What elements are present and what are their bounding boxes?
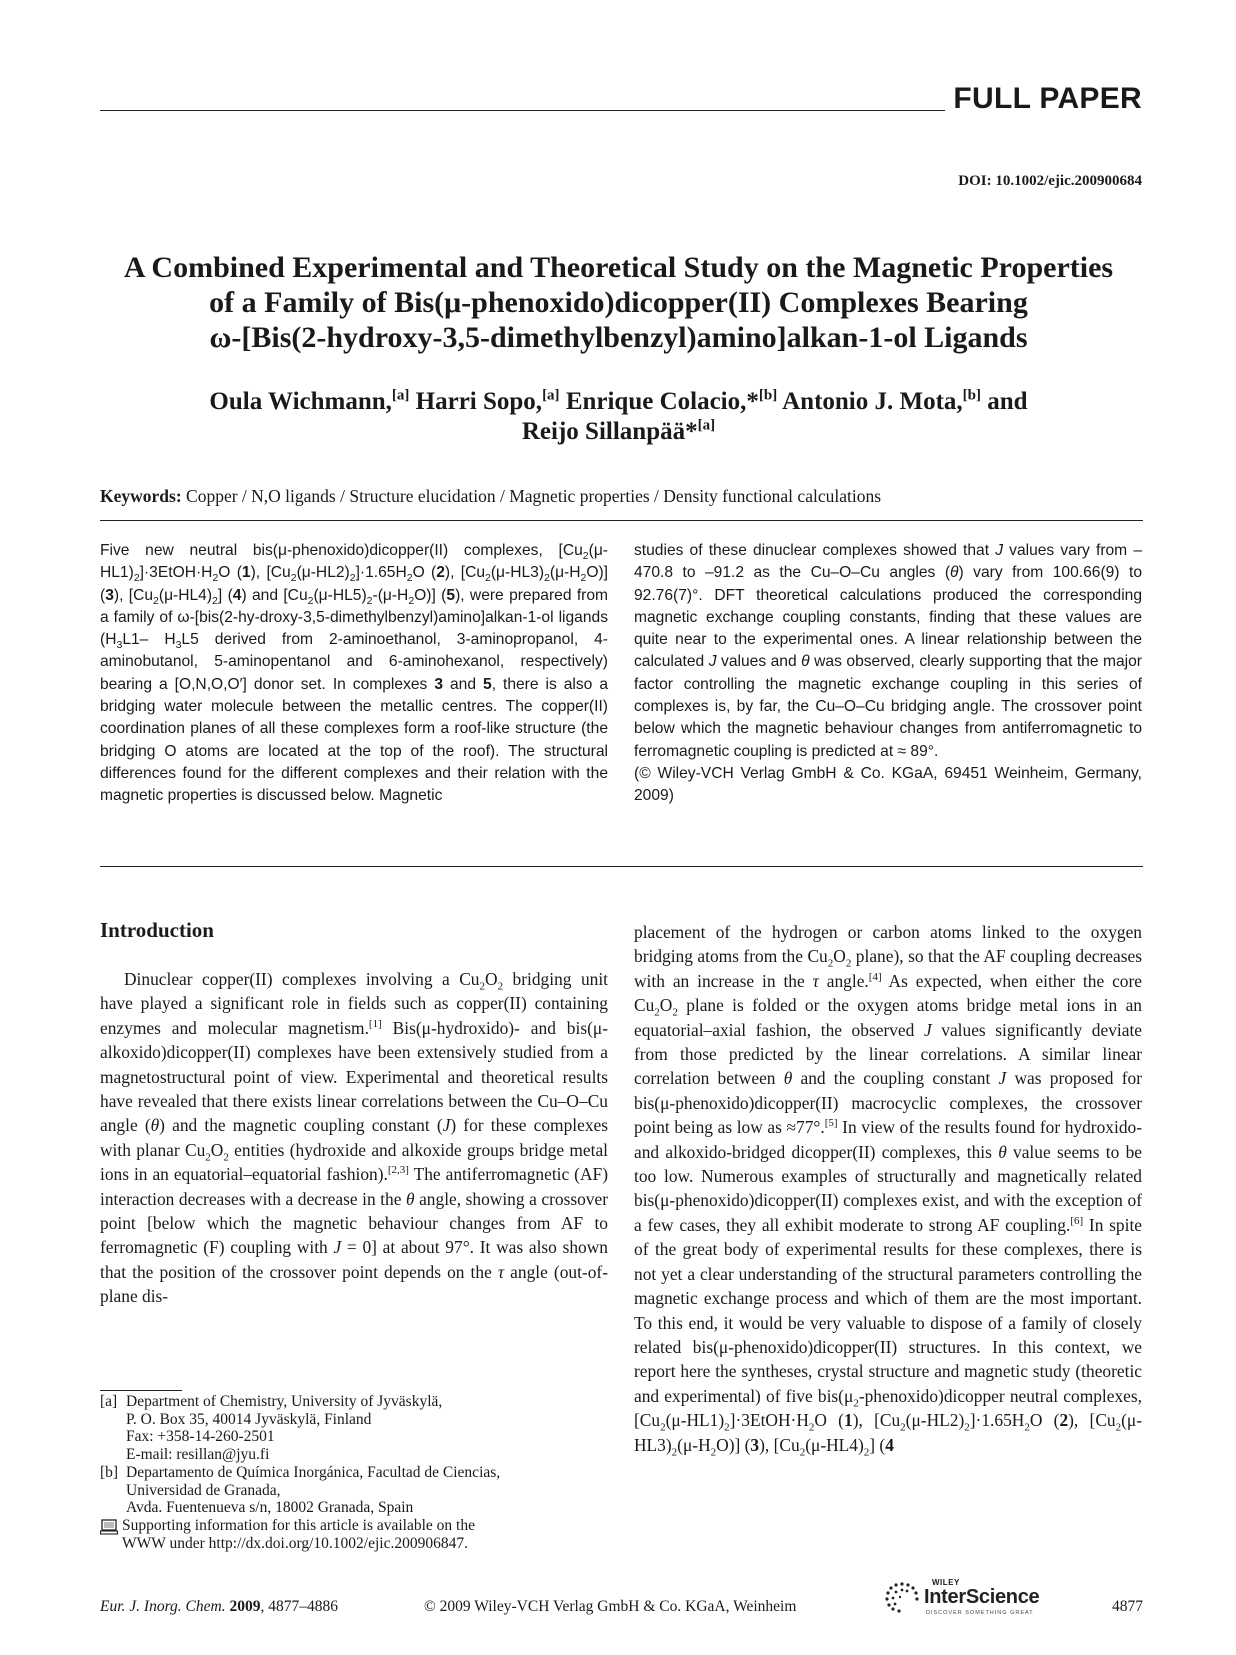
abstract-text: (μ-HL5) <box>313 586 367 604</box>
journal-name: Eur. J. Inorg. Chem. <box>100 1598 226 1615</box>
body-text: values significantly deviate from those predicted by the linear correlations. A similar linear correlation between <box>634 1019 1142 1089</box>
abstract-text: O ( <box>412 564 437 582</box>
subscript: 2 <box>212 594 218 607</box>
subscript: 2 <box>497 980 504 993</box>
title-line: of a Family of Bis(μ-phenoxido)dicopper(II) Complexes Bearing <box>209 286 1028 319</box>
interscience-logo <box>882 1578 1052 1620</box>
body-text: value seems to be too low. Numerous examples of structurally and magnetically related bis(μ-phenoxido)dicopper(II) complexes exist, and with the exception of a few cases, they all exhibit moderate to strong AF coupling. <box>634 1141 1142 1235</box>
body-text: bridging unit have played a significant role in fields such as copper(II) containing enzymes and molecular magnetism. <box>100 969 609 1038</box>
title-line: ω-[Bis(2-hydroxy-3,5-dimethylbenzyl)amino]alkan-1-ol Ligands <box>209 321 1028 354</box>
citation[interactable]: [5] <box>824 1117 838 1130</box>
math-symbol: J <box>333 1237 342 1258</box>
citation[interactable]: [6] <box>1070 1215 1084 1228</box>
body-text: -phenoxido)dicopper neutral complexes, [Cu <box>634 1385 1142 1431</box>
footnote-rule <box>100 1390 182 1391</box>
body-text: ), [Cu <box>852 1410 901 1431</box>
abstract-text: (μ-H <box>549 564 581 582</box>
keywords-text: Copper / N,O ligands / Structure elucidation / Magnetic properties / Density functional calculations <box>181 486 881 506</box>
math-symbol: J <box>923 1019 932 1040</box>
email-link[interactable]: E-mail: resillan@jyu.fi <box>126 1446 270 1464</box>
body-text: O <box>485 969 498 989</box>
footnote-mark: [b] <box>100 1463 119 1481</box>
body-text: (μ-H <box>677 1434 711 1455</box>
abstract-text: (μ-H <box>377 586 409 604</box>
doi[interactable]: DOI: 10.1002/ejic.200900684 <box>958 173 1142 189</box>
footnote-line: Departamento de Química Inorgánica, Facultad de Ciencias, <box>126 1463 501 1481</box>
body-text: (μ-HL1) <box>665 1410 725 1431</box>
subscript: 2 <box>366 594 373 607</box>
author-name: Oula Wichmann, <box>209 388 392 415</box>
body-text: (μ-HL2) <box>905 1410 965 1431</box>
body-text: angle (out-of-plane dis- <box>100 1261 608 1307</box>
abstract-text: (μ-HL1) <box>100 542 608 582</box>
logo-brand: InterScience <box>924 1586 1040 1608</box>
affiliation-mark: [b] <box>758 387 778 404</box>
citation[interactable]: [4] <box>868 971 882 984</box>
compound-number: 5 <box>483 675 492 693</box>
abstract-text: ) and [Cu <box>241 586 308 604</box>
body-text: ]·1.65H <box>969 1410 1025 1431</box>
abstract-text: was observed, clearly supporting that the major factor controlling the magnetic exchange coupling in this series of complexes is, by far, the Cu–O–Cu bridging angle. The crossover point below which the magnetic behaviour changes from antiferromagnetic to ferromagnetic coupling is predicted at ≈ 89°. <box>634 653 1142 760</box>
math-symbol: θ <box>801 653 810 671</box>
body-text: O <box>210 1139 224 1160</box>
footnote-line: P. O. Box 35, 40014 Jyväskylä, Finland <box>126 1410 372 1428</box>
computer-icon <box>100 1517 122 1552</box>
journal-citation <box>100 1598 338 1616</box>
logo-tagline: DISCOVER SOMETHING GREAT <box>926 1610 1034 1616</box>
footnote-line: Supporting information for this article is available on the <box>122 1516 475 1534</box>
abstract-text: [Cu <box>460 564 486 582</box>
body-text: ]·3EtOH·H <box>729 1410 809 1431</box>
compound-number: 1 <box>241 564 251 582</box>
subscript: 2 <box>205 1151 211 1164</box>
body-text: As expected, when either the core Cu <box>634 970 1142 1016</box>
body-text: entities (hydroxide and alkoxide groups bridge metal ions in an equatorial–equatorial fashion). <box>100 1139 608 1185</box>
subscript: 2 <box>408 594 415 607</box>
author-name: Enrique Colacio,* <box>559 388 759 415</box>
body-text: O <box>833 946 846 967</box>
body-text: O ( <box>1029 1410 1060 1431</box>
abstract-text: and <box>450 675 483 693</box>
subscript: 2 <box>406 572 413 585</box>
body-text: was proposed for bis(μ-phenoxido)dicopper(II) macrocyclic complexes, the crossover point being as low as ≈77°. <box>634 1068 1143 1138</box>
logo-wiley: WILEY <box>932 1578 960 1587</box>
compound-number: 2 <box>436 564 445 582</box>
affiliation-mark: [a] <box>391 387 410 404</box>
subscript: 2 <box>672 1006 678 1019</box>
subscript: 2 <box>654 1006 660 1019</box>
supporting-info <box>100 1517 608 1552</box>
body-text: = 0] at about 97°. It was also shown that the position of the crossover point depends on the <box>100 1237 608 1282</box>
abstract-text: ), [Cu <box>250 564 291 582</box>
affiliation-mark: [a] <box>697 417 716 434</box>
footnote-b <box>100 1464 608 1517</box>
subscript: 2 <box>212 572 219 585</box>
abstract-text: ), were prepared from a family of ω-[bis(2-hy- <box>100 586 609 626</box>
globe-icon <box>882 1580 922 1614</box>
subscript: 2 <box>153 594 159 607</box>
subscript: 3 <box>116 639 123 652</box>
abstract-text: O)] ( <box>414 586 447 604</box>
compound-number: 4 <box>885 1434 894 1455</box>
abstract-text: studies of these dinuclear complexes showed that <box>634 542 996 559</box>
abstract-text: ) vary from 100.66(9) to 92.76(7)°. DFT theoretical calculations produced the corresponding magnetic exchange coupling constants, finding that these values are quite near to the experimental ones. A linear relationship between the calculated <box>634 564 1142 671</box>
subscript: 2 <box>580 572 587 585</box>
abstract-text: values and <box>716 653 802 671</box>
abstract-text: (μ-HL2) <box>296 564 350 582</box>
subscript: 2 <box>808 1421 815 1434</box>
abstract-text: , there is also a bridging water molecule between the <box>100 675 609 716</box>
journal-year: 2009 <box>225 1598 261 1615</box>
abstract-text: values vary from –470.8 to –91.2 as the Cu–O–Cu angles ( <box>634 542 1142 582</box>
math-symbol: J <box>442 1115 451 1136</box>
footnote-line: Fax: +358-14-260-2501 <box>126 1428 275 1446</box>
compound-number: 4 <box>232 586 242 604</box>
section-heading-introduction: Introduction <box>100 918 214 942</box>
math-symbol: J <box>995 542 1003 559</box>
footnote-a <box>100 1393 608 1464</box>
footnotes <box>100 1393 608 1552</box>
abstract-text: (μ-HL4) <box>158 586 213 604</box>
title-line: A Combined Experimental and Theoretical Study on the Magnetic Properties <box>123 251 1114 284</box>
compound-number: 2 <box>1059 1410 1069 1431</box>
subscript: 2 <box>1115 1421 1122 1434</box>
subscript: 2 <box>290 572 297 585</box>
abstract-text: ]·3EtOH·H <box>139 564 213 582</box>
abstract-text: Five new neutral bis(μ-phenoxido)dicopper(II) complexes, <box>100 542 543 559</box>
abstract-left-column <box>100 540 608 808</box>
math-symbol: θ <box>950 564 959 582</box>
footnote-line: Universidad de Granada, <box>126 1481 281 1499</box>
compound-number: 5 <box>446 586 456 604</box>
author-name: Antonio J. Mota, <box>777 388 963 415</box>
footer-copyright: © 2009 Wiley-VCH Verlag GmbH & Co. KGaA, Weinheim <box>424 1598 797 1615</box>
body-text: ), [Cu <box>1068 1410 1116 1431</box>
citation[interactable]: [2,3] <box>387 1164 409 1177</box>
compound-number: 3 <box>105 586 114 604</box>
abstract-text: ), <box>444 564 455 582</box>
abstract-text: ] ( <box>217 586 233 604</box>
page-number: 4877 <box>1112 1598 1143 1615</box>
footnote-mark: [a] <box>100 1393 118 1410</box>
abstract-text: respectively) bearing a [O,N,O,O′] donor set. In complexes <box>100 653 608 693</box>
intro-right-column <box>634 920 1142 1457</box>
math-symbol: J <box>708 653 717 671</box>
math-symbol: τ <box>497 1261 505 1282</box>
body-text: placement of the hydrogen or carbon atoms linked to the oxygen bridging atoms from the Cu <box>634 922 1142 967</box>
body-text: Bis(μ-hydroxido)- and bis(μ-alkoxido)dicopper(II) complexes have been extensively studied from a magnetostructural point of view. Experimental and theoretical results have revealed that there exists linear correlations between the Cu–O–Cu angle ( <box>100 1017 609 1136</box>
abstract-right-column <box>634 540 1142 808</box>
math-symbol: θ <box>150 1115 160 1136</box>
subscript: 2 <box>223 1151 229 1164</box>
subscript: 2 <box>845 957 852 970</box>
author-connector: and <box>981 388 1028 415</box>
body-text: O ( <box>814 1410 844 1431</box>
body-text: plane), so that the AF coupling decreases with an increase in the <box>634 946 1143 991</box>
body-text: O)] ( <box>716 1434 751 1455</box>
abstract-copyright: (© Wiley-VCH Verlag GmbH & Co. KGaA, 69451 Weinheim, Germany, 2009) <box>634 764 1142 805</box>
body-text: angle, showing a crossover point [below which the magnetic behaviour changes from AF to ferromagnetic (F) coupling with <box>100 1188 609 1258</box>
subscript: 2 <box>485 572 491 585</box>
paper-title <box>95 250 1142 355</box>
author-name: Reijo Sillanpää* <box>521 418 698 445</box>
abstract-text: L5 derived from 2-aminoethanol, 3-aminopropanol, 4- <box>181 631 608 649</box>
subscript: 3 <box>175 639 182 652</box>
abstract-text: (μ-HL3) <box>490 564 545 582</box>
affiliation-mark: [a] <box>542 387 560 404</box>
body-text: In spite of the great body of experimental results for these complexes, there is not yet a clear understanding of the structural parameters controlling the magnetic exchange process and which of them are the most important. To this end, it would be very valuable to dispose of a family of closely related bis(μ-phenoxido)dicopper(II) structures. In this context, we report here the syntheses, crystal structure and magnetic study (theoretic and experimental) of five bis(μ <box>634 1214 1143 1406</box>
body-text: and the coupling constant <box>792 1068 999 1089</box>
abstract-text: metallic centres. The copper(II) coordination planes of all these complexes form a roof-like structure (the bridging O atoms are located at the top of the roof). The structural differences found for the different complexes and their relation with the magnetic properties is discussed below. Magnetic <box>100 698 608 805</box>
body-text: In view of the results found for hydroxido- and alkoxido-bridged dicopper(II) complexes, this <box>634 1117 1142 1162</box>
subscript: 2 <box>799 1446 806 1458</box>
body-text: ) and the magnetic coupling constant ( <box>159 1115 443 1136</box>
abstract-text: aminobutanol, 5-aminopentanol and 6-aminohexanol, <box>100 653 505 671</box>
abstract-rule <box>100 866 1143 867</box>
compound-number: 3 <box>434 675 444 693</box>
body-text: (μ-HL3) <box>634 1410 1143 1455</box>
abstract-text: O ( <box>218 564 242 582</box>
abstract-text: ), [Cu <box>113 586 154 604</box>
subscript: 2 <box>1024 1421 1030 1434</box>
body-text: ] ( <box>869 1434 886 1455</box>
keywords-rule <box>100 520 1143 521</box>
subscript: 2 <box>853 1397 859 1410</box>
body-text: angle. <box>818 970 869 991</box>
author-list <box>95 387 1142 447</box>
body-text: ), [Cu <box>759 1434 800 1455</box>
citation[interactable]: [1] <box>368 1018 382 1031</box>
body-text: O <box>659 995 673 1016</box>
footnote-line: Department of Chemistry, University of Jyväskylä, <box>126 1393 443 1410</box>
body-text: Dinuclear copper(II) complexes involving a Cu <box>124 969 480 989</box>
abstract-text: ]·1.65H <box>355 564 407 582</box>
keywords-label: Keywords: <box>100 486 182 506</box>
math-symbol: J <box>998 1068 1007 1089</box>
compound-number: 1 <box>843 1410 853 1431</box>
subscript: 2 <box>660 1421 666 1434</box>
affiliation-mark: [b] <box>962 387 982 404</box>
abstract-text: H <box>164 631 176 649</box>
header-rule <box>100 110 945 111</box>
body-text: plane is folded or the oxygen atoms bridge metal ions in an equatorial–axial fashion, the observed <box>634 995 1142 1040</box>
subscript: 2 <box>133 572 140 585</box>
author-name: Harri Sopo, <box>409 388 543 415</box>
abstract-text: O)] ( <box>100 564 609 604</box>
subscript: 2 <box>710 1446 717 1458</box>
subscript: 2 <box>671 1446 678 1458</box>
body-text: ) for these complexes with planar Cu <box>100 1115 609 1160</box>
body-text: (μ-HL4) <box>805 1434 864 1455</box>
subscript: 2 <box>349 572 356 585</box>
intro-left-column <box>100 967 608 1309</box>
abstract-text: droxy-3,5-dimethylbenzyl)amino]alkan-1-ol ligands (H <box>100 608 608 649</box>
math-symbol: τ <box>812 970 819 991</box>
math-symbol: θ <box>998 1141 1007 1162</box>
abstract-text: L1– <box>122 631 149 649</box>
body-text: The antiferromagnetic (AF) interaction decreases with a decrease in the <box>100 1164 608 1209</box>
journal-pages: , 4877–4886 <box>260 1598 338 1615</box>
math-symbol: θ <box>783 1068 793 1089</box>
subscript: 2 <box>307 594 314 607</box>
subscript: 2 <box>582 550 589 563</box>
section-label: FULL PAPER <box>953 82 1142 115</box>
footnote-line: Avda. Fuentenueva s/n, 18002 Granada, Spain <box>126 1499 414 1517</box>
subscript: 2 <box>900 1421 906 1434</box>
subscript: 2 <box>724 1421 730 1434</box>
supporting-info-link[interactable]: WWW under http://dx.doi.org/10.1002/ejic.200906847. <box>122 1534 468 1552</box>
compound-number: 3 <box>750 1434 760 1455</box>
math-symbol: θ <box>406 1188 415 1209</box>
keywords <box>100 486 1145 507</box>
subscript: 2 <box>544 572 550 585</box>
subscript: 2 <box>964 1421 970 1434</box>
subscript: 2 <box>479 980 485 993</box>
subscript: 2 <box>827 957 834 970</box>
abstract-text: - <box>372 586 378 604</box>
abstract-text: [Cu <box>558 542 583 559</box>
subscript: 2 <box>863 1446 870 1458</box>
